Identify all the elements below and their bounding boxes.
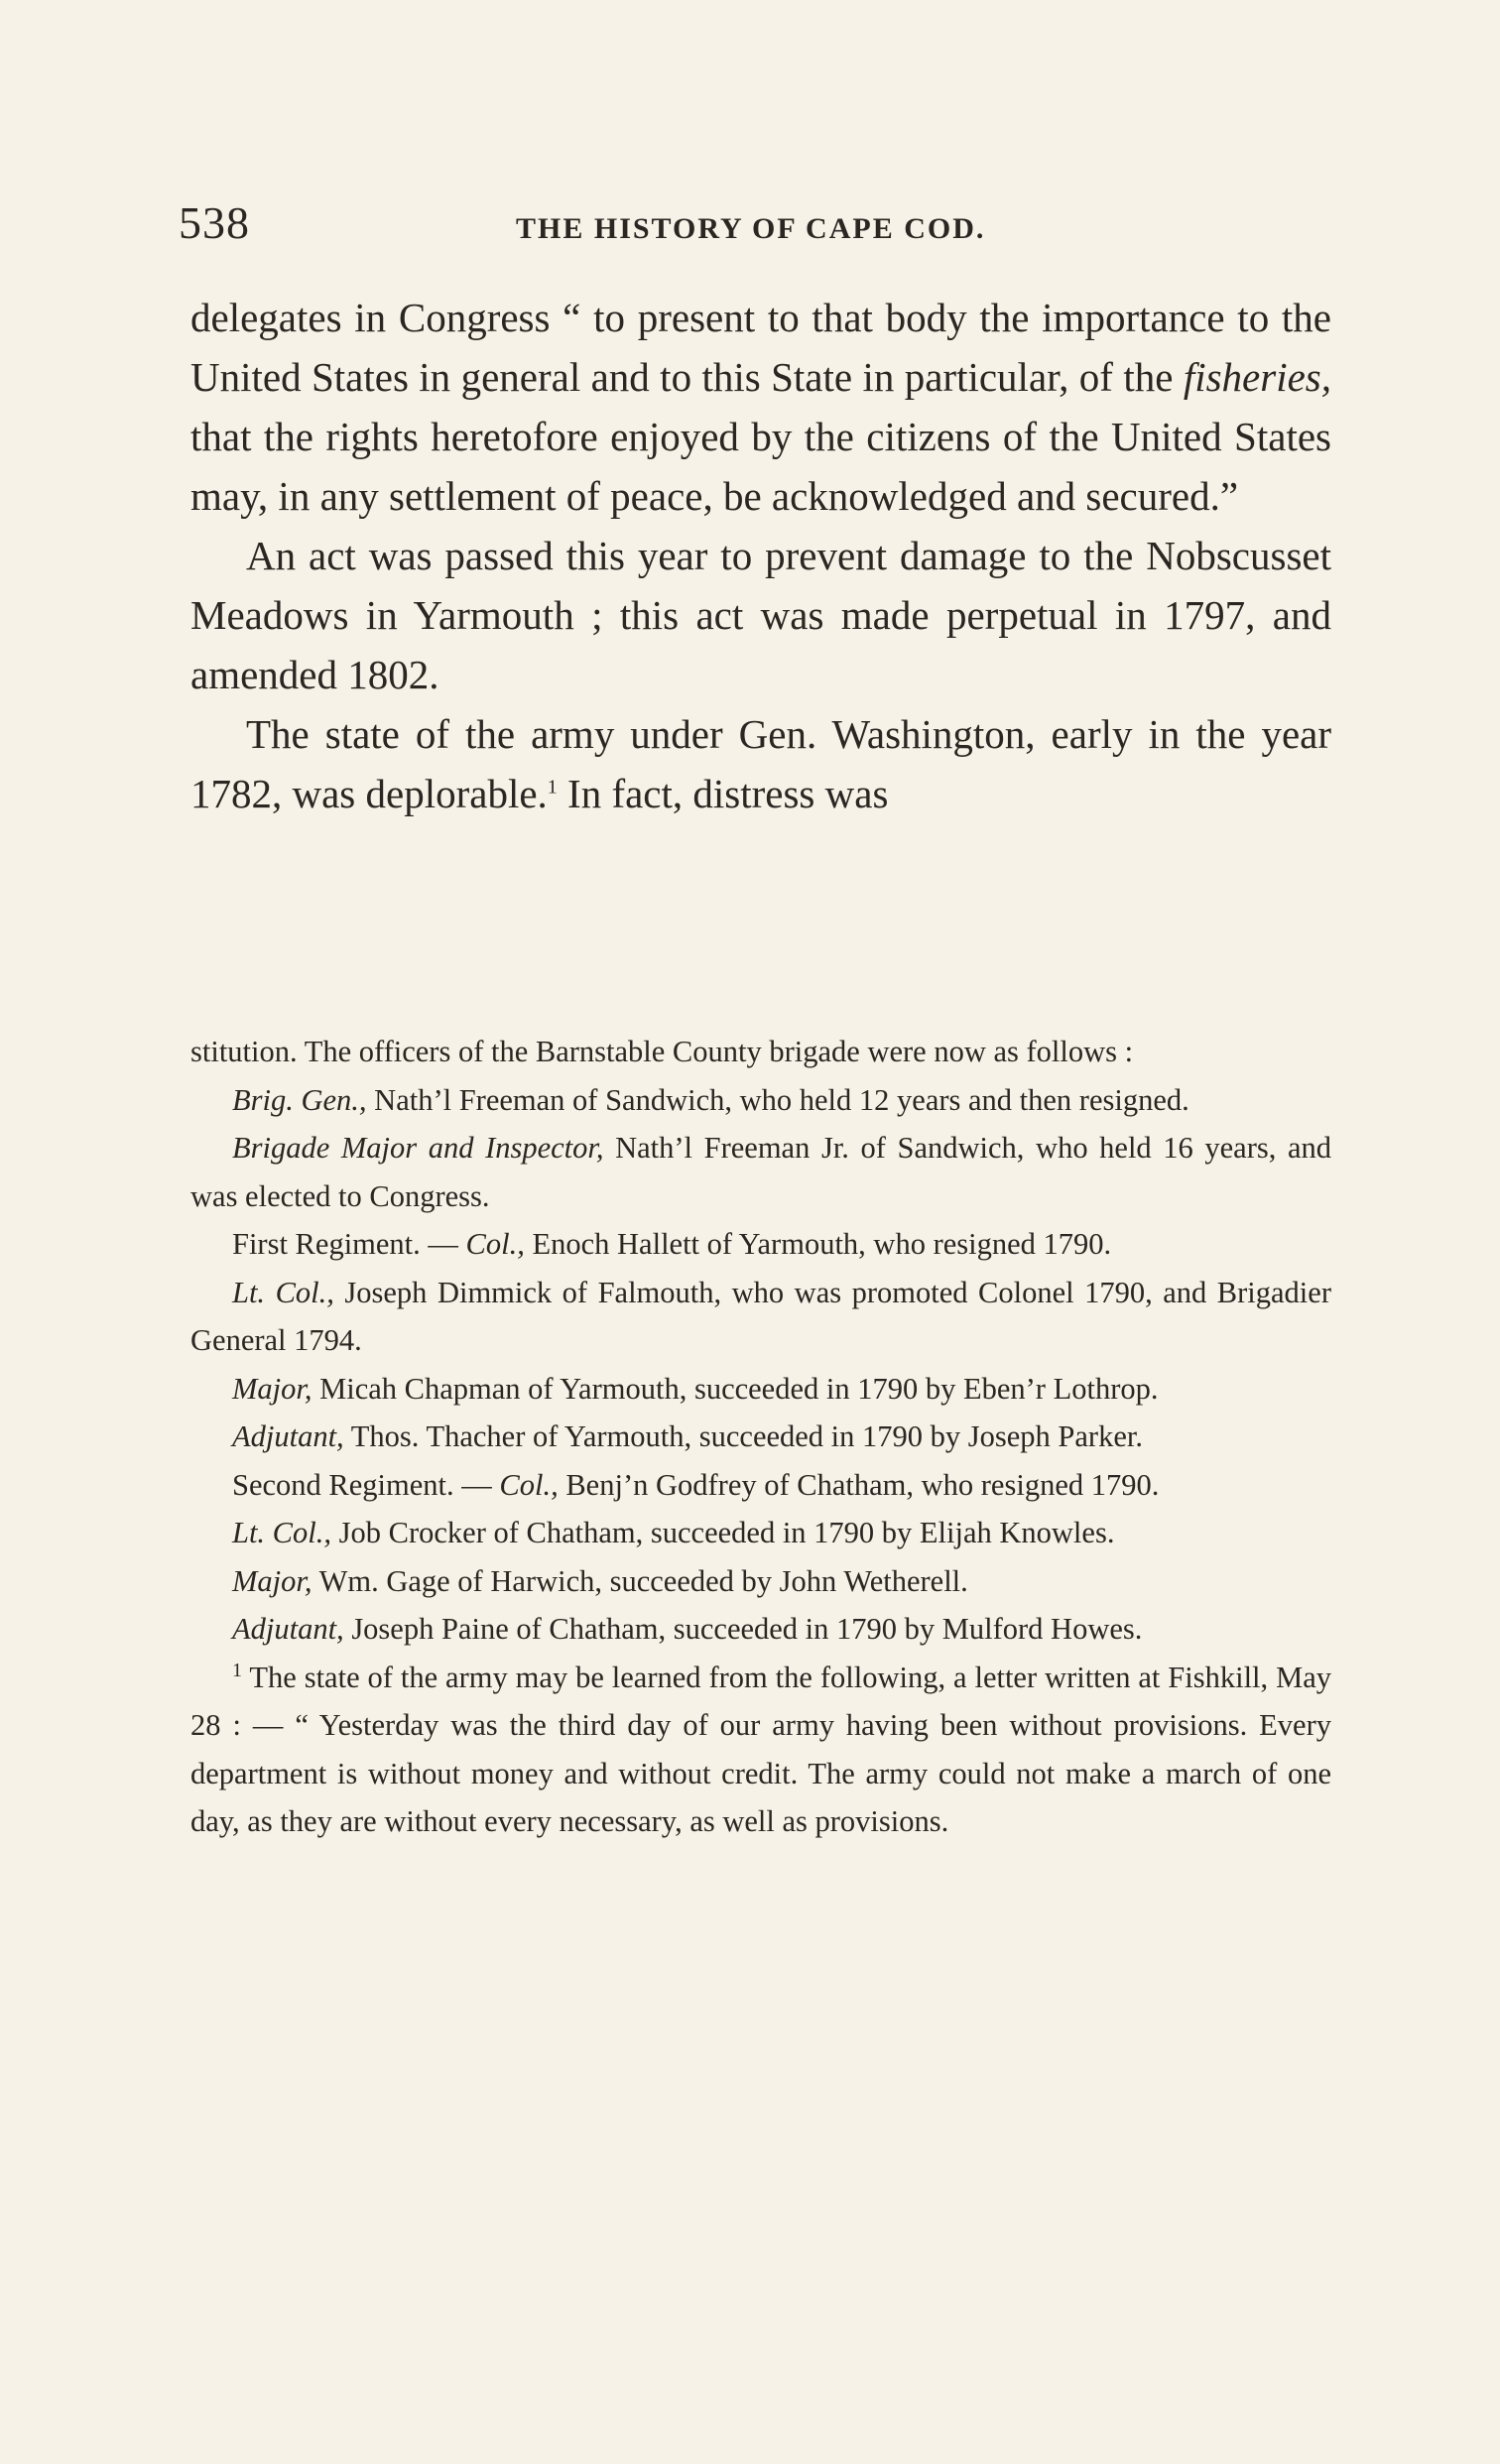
notes-section <box>190 1028 1331 1846</box>
paragraph-1-text-a: delegates in Congress “ to present to that body the importance to the United States in general and to this State in particular, of the <box>190 295 1331 400</box>
entry-title: Col., <box>465 1227 525 1261</box>
officer-entry <box>190 1269 1331 1365</box>
entry-text: Enoch Hallett of Yarmouth, who resigned 1790. <box>524 1227 1112 1261</box>
officer-entry <box>190 1076 1331 1125</box>
entry-title: Brigade Major and Inspector, <box>232 1131 604 1165</box>
entry-title: Lt. Col., <box>232 1275 334 1309</box>
officer-entry <box>190 1605 1331 1654</box>
officer-entries <box>190 1076 1331 1654</box>
paragraph-1-text-b: that the rights heretofore enjoyed by the citizens of the United States may, in any settlement of peace, be acknowledged and secured.” <box>190 414 1331 519</box>
entry-text: Job Crocker of Chatham, succeeded in 1790 by Elijah Knowles. <box>331 1516 1115 1549</box>
page-header <box>179 196 1329 266</box>
officer-entry <box>190 1413 1331 1461</box>
running-head: THE HISTORY OF CAPE COD. <box>516 212 986 245</box>
entry-text: Micah Chapman of Yarmouth, succeeded in 1790 by Eben’r Lothrop. <box>312 1371 1159 1406</box>
officer-entry <box>190 1509 1331 1557</box>
entry-title: Major, <box>232 1371 312 1406</box>
entry-text: Nath’l Freeman of Sandwich, who held 12 years and then resigned. <box>366 1082 1189 1117</box>
notes-intro: stitution. The officers of the Barnstable County brigade were now as follows : <box>190 1035 1134 1068</box>
footnote-reference: 1 <box>547 776 558 799</box>
entry-text: Benj’n Godfrey of Chatham, who resigned 1790. <box>558 1467 1160 1502</box>
entry-text: Thos. Thacher of Yarmouth, succeeded in 1790 by Joseph Parker. <box>343 1419 1143 1453</box>
entry-title: Adjutant, <box>232 1612 344 1646</box>
paragraph-3 <box>190 704 1331 823</box>
officer-entry <box>190 1557 1331 1606</box>
paragraph-1 <box>190 288 1331 526</box>
entry-title: Major, <box>232 1563 312 1598</box>
entry-text: Joseph Paine of Chatham, succeeded in 1790 by Mulford Howes. <box>343 1612 1143 1646</box>
entry-text: Nath’l Freeman Jr. of Sandwich, who held 16 years, and was elected to Congress. <box>190 1131 1331 1213</box>
entry-title: Adjutant, <box>232 1419 344 1453</box>
entry-prefix: Second Regiment. — <box>232 1467 500 1502</box>
footnote <box>190 1654 1331 1846</box>
main-text <box>190 288 1331 823</box>
entry-prefix: First Regiment. — <box>232 1227 466 1261</box>
paragraph-3-text-b: In fact, distress was <box>557 771 889 816</box>
officer-entry <box>190 1461 1331 1510</box>
officer-entry <box>190 1124 1331 1220</box>
page-number: 538 <box>179 197 250 248</box>
entry-text: Joseph Dimmick of Falmouth, who was promoted Colonel 1790, and Brigadier General 1794. <box>190 1275 1331 1357</box>
footnote-text: The state of the army may be learned from the following, a letter written at Fishkill, May 28 : — “ Yesterday was the third day of our army having been without provisions. Every department is without money and without credit. The army could not make a march of one day, as they are without every necessary, as well as provisions. <box>190 1660 1331 1838</box>
entry-title: Lt. Col., <box>232 1516 332 1549</box>
officer-entry <box>190 1220 1331 1269</box>
entry-title: Col., <box>499 1467 559 1502</box>
paragraph-1-italic: fisheries, <box>1183 354 1331 400</box>
paragraph-3-text-a: The state of the army under Gen. Washington, early in the year 1782, was deplorable. <box>190 711 1331 816</box>
entry-title: Brig. Gen., <box>232 1082 367 1117</box>
entry-text: Wm. Gage of Harwich, succeeded by John Wetherell. <box>312 1563 968 1598</box>
officer-entry <box>190 1365 1331 1414</box>
paragraph-2: An act was passed this year to prevent damage to the Nobscusset Meadows in Yarmouth ; this act was made perpetual in 1797, and amended 1802. <box>190 533 1331 697</box>
footnote-mark: 1 <box>232 1659 242 1681</box>
